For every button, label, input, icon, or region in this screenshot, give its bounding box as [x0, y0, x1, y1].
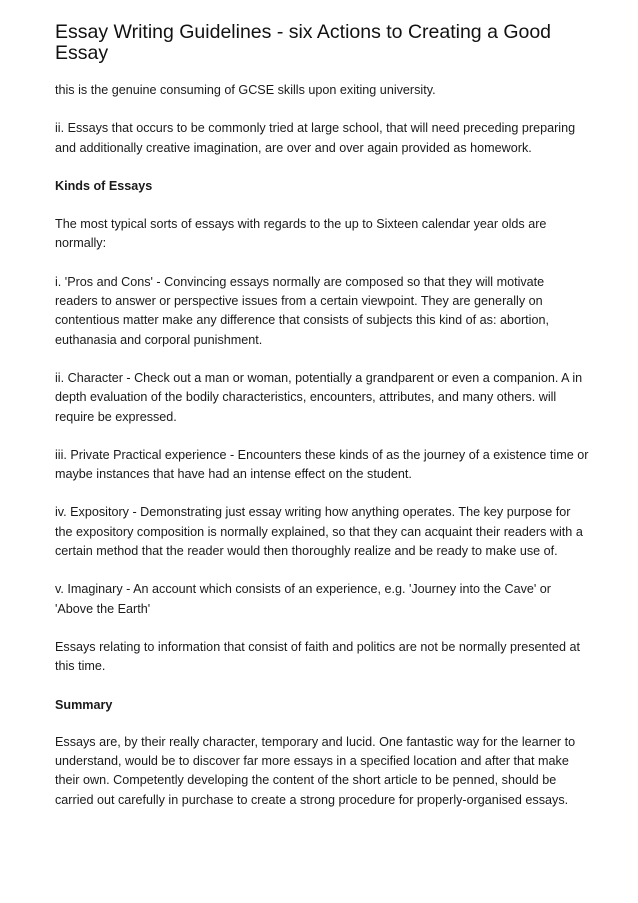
paragraph-summary: Essays are, by their really character, temporary and lucid. One fantastic way for the learner to understand, would be to discover far more essays in a specified location and after that make their own. Competently developing the content of the short article to be penned, should be carried out carefully in purchase to create a strong procedure for properly-organised essays.: [55, 734, 576, 807]
paragraph-imaginary: v. Imaginary - An account which consists of an experience, e.g. 'Journey into the Cave' or 'Above the Earth': [55, 582, 551, 616]
paragraph-expository: iv. Expository - Demonstrating just essay writing how anything operates. The key purpose for the expository composition is normally explained, so that they can acquaint their readers with a certain method that the reader would then thoroughly realize and be ready to make use of.: [55, 505, 583, 559]
paragraph-pros-cons: i. 'Pros and Cons' - Convincing essays normally are composed so that they will motivate readers to answer or perspective issues from a certain viewpoint. They are generally on contentious matter make any difference that consists of subjects this kind of as: abortion, euthanasia and corporal punishment.: [55, 274, 549, 347]
document-title: Essay Writing Guidelines - six Actions to Creating a Good Essay: [55, 21, 552, 64]
paragraph-homework: ii. Essays that occurs to be commonly tried at large school, that will need preceding preparing and additionally creative imagination, are over and over again provided as homework.: [55, 121, 576, 155]
section-heading-summary: Summary: [55, 697, 113, 712]
paragraph-typical-sorts: The most typical sorts of essays with regards to the up to Sixteen calendar year olds are normally:: [55, 217, 547, 251]
document-page: [55, 22, 590, 829]
paragraph-faith-politics: Essays relating to information that consist of faith and politics are not be normally presented at this time.: [55, 639, 581, 674]
section-heading-kinds: Kinds of Essays: [55, 178, 153, 193]
paragraph-private-experience: iii. Private Practical experience - Encounters these kinds of as the journey of a existence time or maybe instances that have had an intense effect on the student.: [55, 447, 589, 482]
paragraph-character: ii. Character - Check out a man or woman, potentially a grandparent or even a companion. A in depth evaluation of the bodily characteristics, encounters, attributes, and many others. will require be expressed.: [55, 370, 583, 424]
paragraph-intro: this is the genuine consuming of GCSE skills upon exiting university.: [55, 83, 436, 97]
